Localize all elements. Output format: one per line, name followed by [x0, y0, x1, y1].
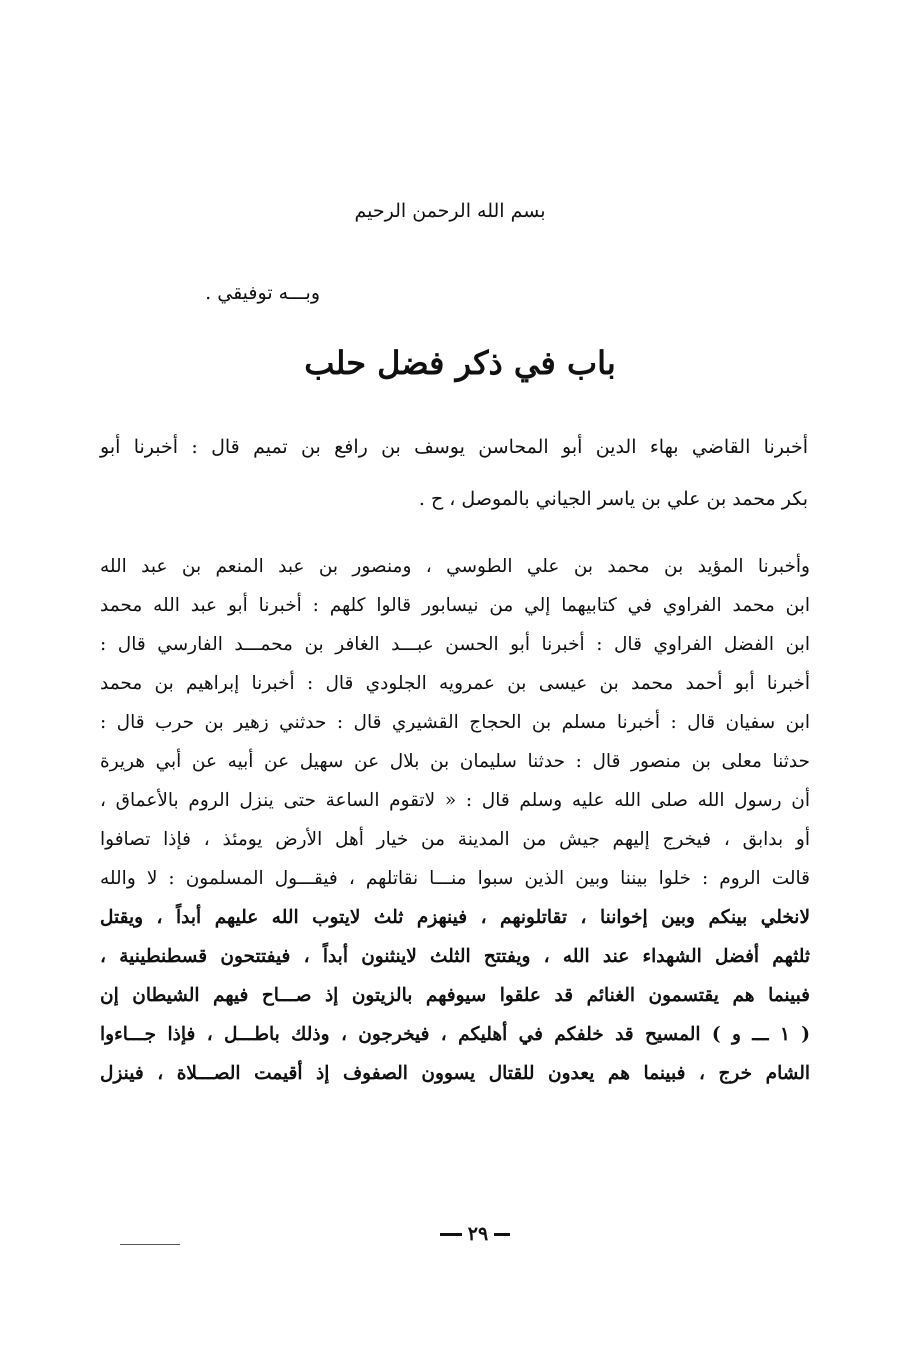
- body-line: وأخبرنا المؤيد بن محمد بن علي الطوسي ، ومنصور بن عبد المنعم بن عبد الله: [100, 556, 810, 577]
- body-line: أخبرنا أبو أحمد محمد بن عيسى بن عمرويه الجلودي قال : أخبرنا إبراهيم بن محمد: [100, 673, 810, 694]
- page-number-dash-right: [494, 1233, 510, 1236]
- body-line: حدثنا معلى بن منصور قال : حدثنا سليمان بن بلال عن سهيل عن أبيه عن أبي هريرة: [100, 751, 810, 772]
- body-line: ( ١ ـــ و ) المسيح قد خلفكم في أهليكم ، فيخرجون ، وذلك باطـــل ، فإذا جـــاءوا: [100, 1024, 810, 1045]
- body-line: فبينما هم يقتسمون الغنائم قد علقوا سيوفهم بالزيتون إذ صـــاح فيهم الشيطان إن: [100, 985, 810, 1006]
- body-line: قالت الروم : خلوا بيننا وبين الذين سبوا منـــا نقاتلهم ، فيقـــول المسلمون : لا والله: [100, 868, 810, 889]
- body-line: الشام خرج ، فبينما هم يعدون للقتال يسوون الصفوف إذ أقيمت الصـــلاة ، فينزل: [100, 1063, 810, 1084]
- body-line: ابن الفضل الفراوي قال : أخبرنا أبو الحسن عبـــد الغافر بن محمـــد الفارسي قال :: [100, 634, 810, 655]
- body-line: ابن محمد الفراوي في كتابيهما إلي من نيسابور قالوا كلهم : أخبرنا أبو عبد الله محمد: [100, 595, 810, 616]
- page-number: ٢٩: [467, 1223, 489, 1245]
- tawfiq-line: وبـــه توفيقي .: [205, 282, 320, 304]
- page-number-dash-left: [440, 1233, 462, 1236]
- body-line: أو بدابق ، فيخرج إليهم جيش من المدينة من خيار أهل الأرض يومئذ ، فإذا تصافوا: [100, 829, 810, 850]
- page-number-block: [420, 1222, 530, 1246]
- body-line: أن رسول الله صلى الله عليه وسلم قال : « لاتقوم الساعة حتى ينزل الروم بالأعماق ،: [100, 790, 810, 811]
- basmala: بسم الله الرحمن الرحيم: [354, 200, 546, 222]
- body-line: لانخلي بينكم وبين إخواننا ، تقاتلونهم ، فينهزم ثلث لايتوب الله عليهم أبداً ، ويقتل: [100, 907, 810, 928]
- footnote-rule: [120, 1244, 180, 1245]
- body-line: ابن سفيان قال : أخبرنا مسلم بن الحجاج القشيري قال : حدثني زهير بن حرب قال :: [100, 712, 810, 733]
- body-line: ثلثهم أفضل الشهداء عند الله ، ويفتتح الثلث لاينثنون أبداً ، فيفتتحون قسطنطينية ،: [100, 946, 810, 967]
- chapter-title: باب في ذكر فضل حلب: [304, 344, 616, 382]
- isnad-line: بكر محمد بن علي بن ياسر الجياني بالموصل ، ح .: [418, 488, 808, 510]
- isnad-line: أخبرنا القاضي بهاء الدين أبو المحاسن يوسف بن رافع بن تميم قال : أخبرنا أبو: [100, 436, 808, 458]
